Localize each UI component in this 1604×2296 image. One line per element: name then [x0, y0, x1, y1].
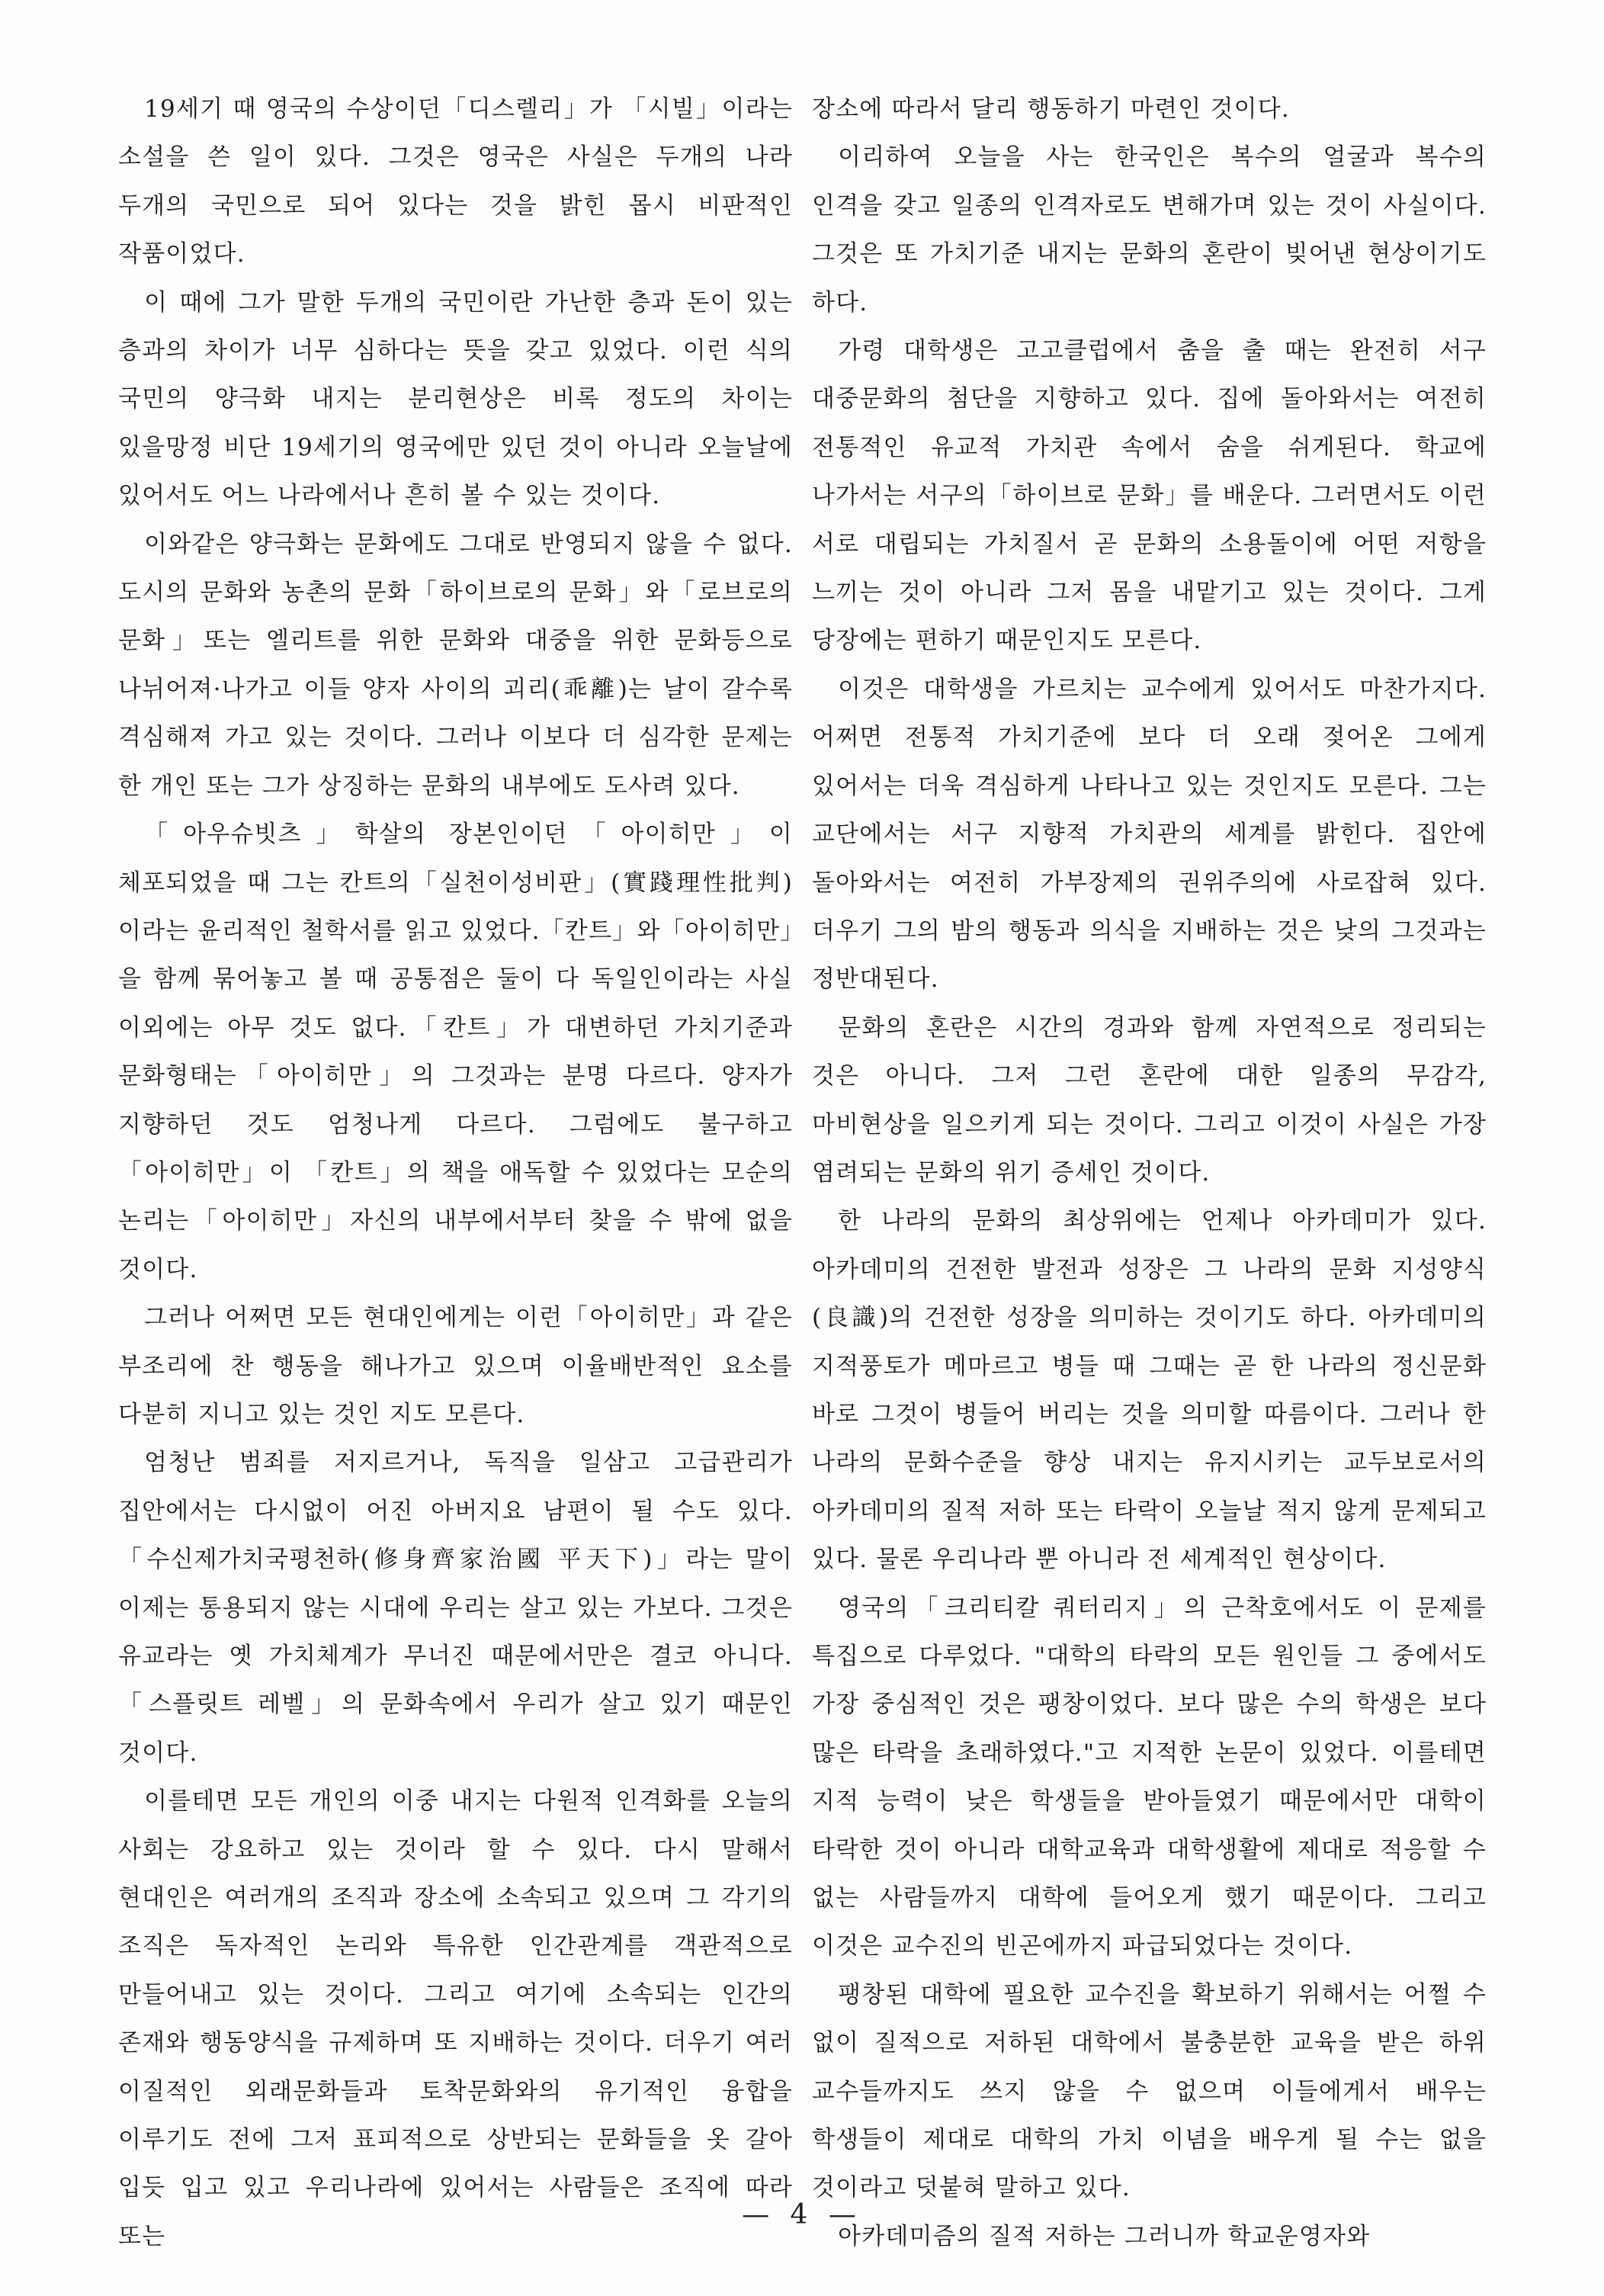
paragraph: 엄청난 범죄를 저지르거나, 독직을 일삼고 고급관리가 집안에서는 다시없이 어진 아버지요 남편이 될 수도 있다.「수신제가치국평천하(修身齊家治國 平天下)」라는 말이 이제는 통용되지 않는 시대에 우리는 살고 있는 가보다. 그것은 유교라는 옛 가치체계가 무너진 때문에서만은 결코 아니다.「스플릿트 레벨」의 문화속에서 우리가 살고 있기 때문인 것이다.: [118, 1449, 793, 1767]
paragraph: 이리하여 오늘을 사는 한국인은 복수의 얼굴과 복수의 인격을 갖고 일종의 인격자로도 변해가며 있는 것이 사실이다. 그것은 또 가치기준 내지는 문화의 혼란이 빚어낸 현상이기도 하다.: [812, 143, 1487, 316]
left-column: [118, 85, 793, 2261]
paragraph: 이 때에 그가 말한 두개의 국민이란 가난한 층과 돈이 있는 층과의 차이가 너무 심하다는 뜻을 갖고 있었다. 이런 식의 국민의 양극화 내지는 분리현상은 비록 정도의 차이는 있을망정 비단 19세기의 영국에만 있던 것이 아니라 오늘날에 있어서도 어느 나라에서나 흔히 볼 수 있는 것이다.: [118, 288, 793, 510]
paragraph: 「아우슈빗츠」학살의 장본인이던「아이히만」이 체포되었을 때 그는 칸트의「실천이성비판」(實踐理性批判)이라는 윤리적인 철학서를 읽고 있었다.「칸트」와「아이히만」을 함께 묶어놓고 볼 때 공통점은 둘이 다 독일인이라는 사실 이외에는 아무 것도 없다.「칸트」가 대변하던 가치기준과 문화형태는「아이히만」의 그것과는 분명 다르다. 양자가 지향하던 것도 엄청나게 다르다. 그럼에도 불구하고「아이히만」이 「칸트」의 책을 애독할 수 있었다는 모순의 논리는「아이히만」자신의 내부에서부터 찾을 수 밖에 없을 것이다.: [118, 820, 793, 1283]
right-column: [812, 85, 1487, 2261]
paragraph: 그러나 어쩌면 모든 현대인에게는 이런「아이히만」과 같은 부조리에 찬 행동을 해나가고 있으며 이율배반적인 요소를 다분히 지니고 있는 것인 지도 모른다.: [118, 1304, 793, 1428]
paragraph: 아카데미즘의 질적 저하는 그러니까 학교운영자와: [838, 2222, 1371, 2250]
paragraph-continued: 장소에 따라서 달리 행동하기 마련인 것이다.: [812, 95, 1290, 123]
paragraph: 영국의「크리티칼 쿼터리지」의 근착호에서도 이 문제를 특집으로 다루었다. "대학의 타락의 모든 원인들 그 중에서도 가장 중심적인 것은 팽창이었다. 보다 많은 수의 학생은 보다 많은 타락을 초래하였다."고 지적한 논문이 있었다. 이를테면 지적 능력이 낮은 학생들을 받아들였기 때문에서만 대학이 타락한 것이 아니라 대학교육과 대학생활에 제대로 적응할 수 없는 사람들까지 대학에 들어오게 했기 때문이다. 그리고 이것은 교수진의 빈곤에까지 파급되었다는 것이다.: [812, 1594, 1487, 1960]
paragraph: 이와같은 양극화는 문화에도 그대로 반영되지 않을 수 없다. 도시의 문화와 농촌의 문화「하이브로의 문화」와「로브로의 문화」또는 엘리트를 위한 문화와 대중을 위한 문화등으로 나뉘어져·나가고 이들 양자 사이의 괴리(乖離)는 날이 갈수록 격심해져 가고 있는 것이다. 그러나 이보다 더 심각한 문제는 한 개인 또는 그가 상징하는 문화의 내부에도 도사려 있다.: [118, 530, 793, 800]
paragraph: 이를테면 모든 개인의 이중 내지는 다원적 인격화를 오늘의 사회는 강요하고 있는 것이라 할 수 있다. 다시 말해서 현대인은 여러개의 조직과 장소에 소속되고 있으며 그 각기의 조직은 독자적인 논리와 특유한 인간관계를 객관적으로 만들어내고 있는 것이다. 그리고 여기에 소속되는 인간의 존재와 행동양식을 규제하며 또 지배하는 것이다. 더우기 여러 이질적인 외래문화들과 토착문화와의 유기적인 융합을 이루기도 전에 그저 표피적으로 상반되는 문화들을 옷 갈아 입듯 입고 있고 우리나라에 있어서는 사람들은 조직에 따라 또는: [118, 1787, 793, 2250]
paragraph: 팽창된 대학에 필요한 교수진을 확보하기 위해서는 어쩔 수 없이 질적으로 저하된 대학에서 불충분한 교육을 받은 하위 교수들까지도 쓰지 않을 수 없으며 이들에게서 배우는 학생들이 제대로 대학의 가치 이념을 배우게 될 수는 없을 것이라고 덧붙혀 말하고 있다.: [812, 1980, 1487, 2202]
paragraph: 19세기 때 영국의 수상이던「디스렐리」가 「시빌」이라는 소설을 쓴 일이 있다. 그것은 영국은 사실은 두개의 나라 두개의 국민으로 되어 있다는 것을 밝힌 몹시 비판적인 작품이었다.: [118, 95, 793, 268]
page-number: — 4 —: [742, 2199, 862, 2230]
paragraph: 한 나라의 문화의 최상위에는 언제나 아카데미가 있다. 아카데미의 건전한 발전과 성장은 그 나라의 문화 지성양식(良識)의 건전한 성장을 의미하는 것이기도 하다. 아카데미의 지적풍토가 메마르고 병들 때 그때는 곧 한 나라의 정신문화 바로 그것이 병들어 버리는 것을 의미할 따름이다. 그러나 한 나라의 문화수준을 향상 내지는 유지시키는 교두보로서의 아카데미의 질적 저하 또는 타락이 오늘날 적지 않게 문제되고 있다. 물론 우리나라 뿐 아니라 전 세계적인 현상이다.: [812, 1207, 1487, 1574]
paragraph: 이것은 대학생을 가르치는 교수에게 있어서도 마찬가지다. 어쩌면 전통적 가치기준에 보다 더 오래 젖어온 그에게 있어서는 더욱 격심하게 나타나고 있는 것인지도 모른다. 그는 교단에서는 서구 지향적 가치관의 세계를 밝힌다. 집안에 돌아와서는 여전히 가부장제의 권위주의에 사로잡혀 있다. 더우기 그의 밤의 행동과 의식을 지배하는 것은 낮의 그것과는 정반대된다.: [812, 675, 1487, 994]
paragraph: 가령 대학생은 고고클럽에서 춤을 출 때는 완전히 서구 대중문화의 첨단을 지향하고 있다. 집에 돌아와서는 여전히 전통적인 유교적 가치관 속에서 숨을 쉬게된다. 학교에 나가서는 서구의「하이브로 문화」를 배운다. 그러면서도 이런 서로 대립되는 가치질서 곧 문화의 소용돌이에 어떤 저항을 느끼는 것이 아니라 그저 몸을 내맡기고 있는 것이다. 그게 당장에는 편하기 때문인지도 모른다.: [812, 337, 1487, 655]
paragraph: 문화의 혼란은 시간의 경과와 함께 자연적으로 정리되는 것은 아니다. 그저 그런 혼란에 대한 일종의 무감각, 마비현상을 일으키게 되는 것이다. 그리고 이것이 사실은 가장 염려되는 문화의 위기 증세인 것이다.: [812, 1013, 1487, 1187]
